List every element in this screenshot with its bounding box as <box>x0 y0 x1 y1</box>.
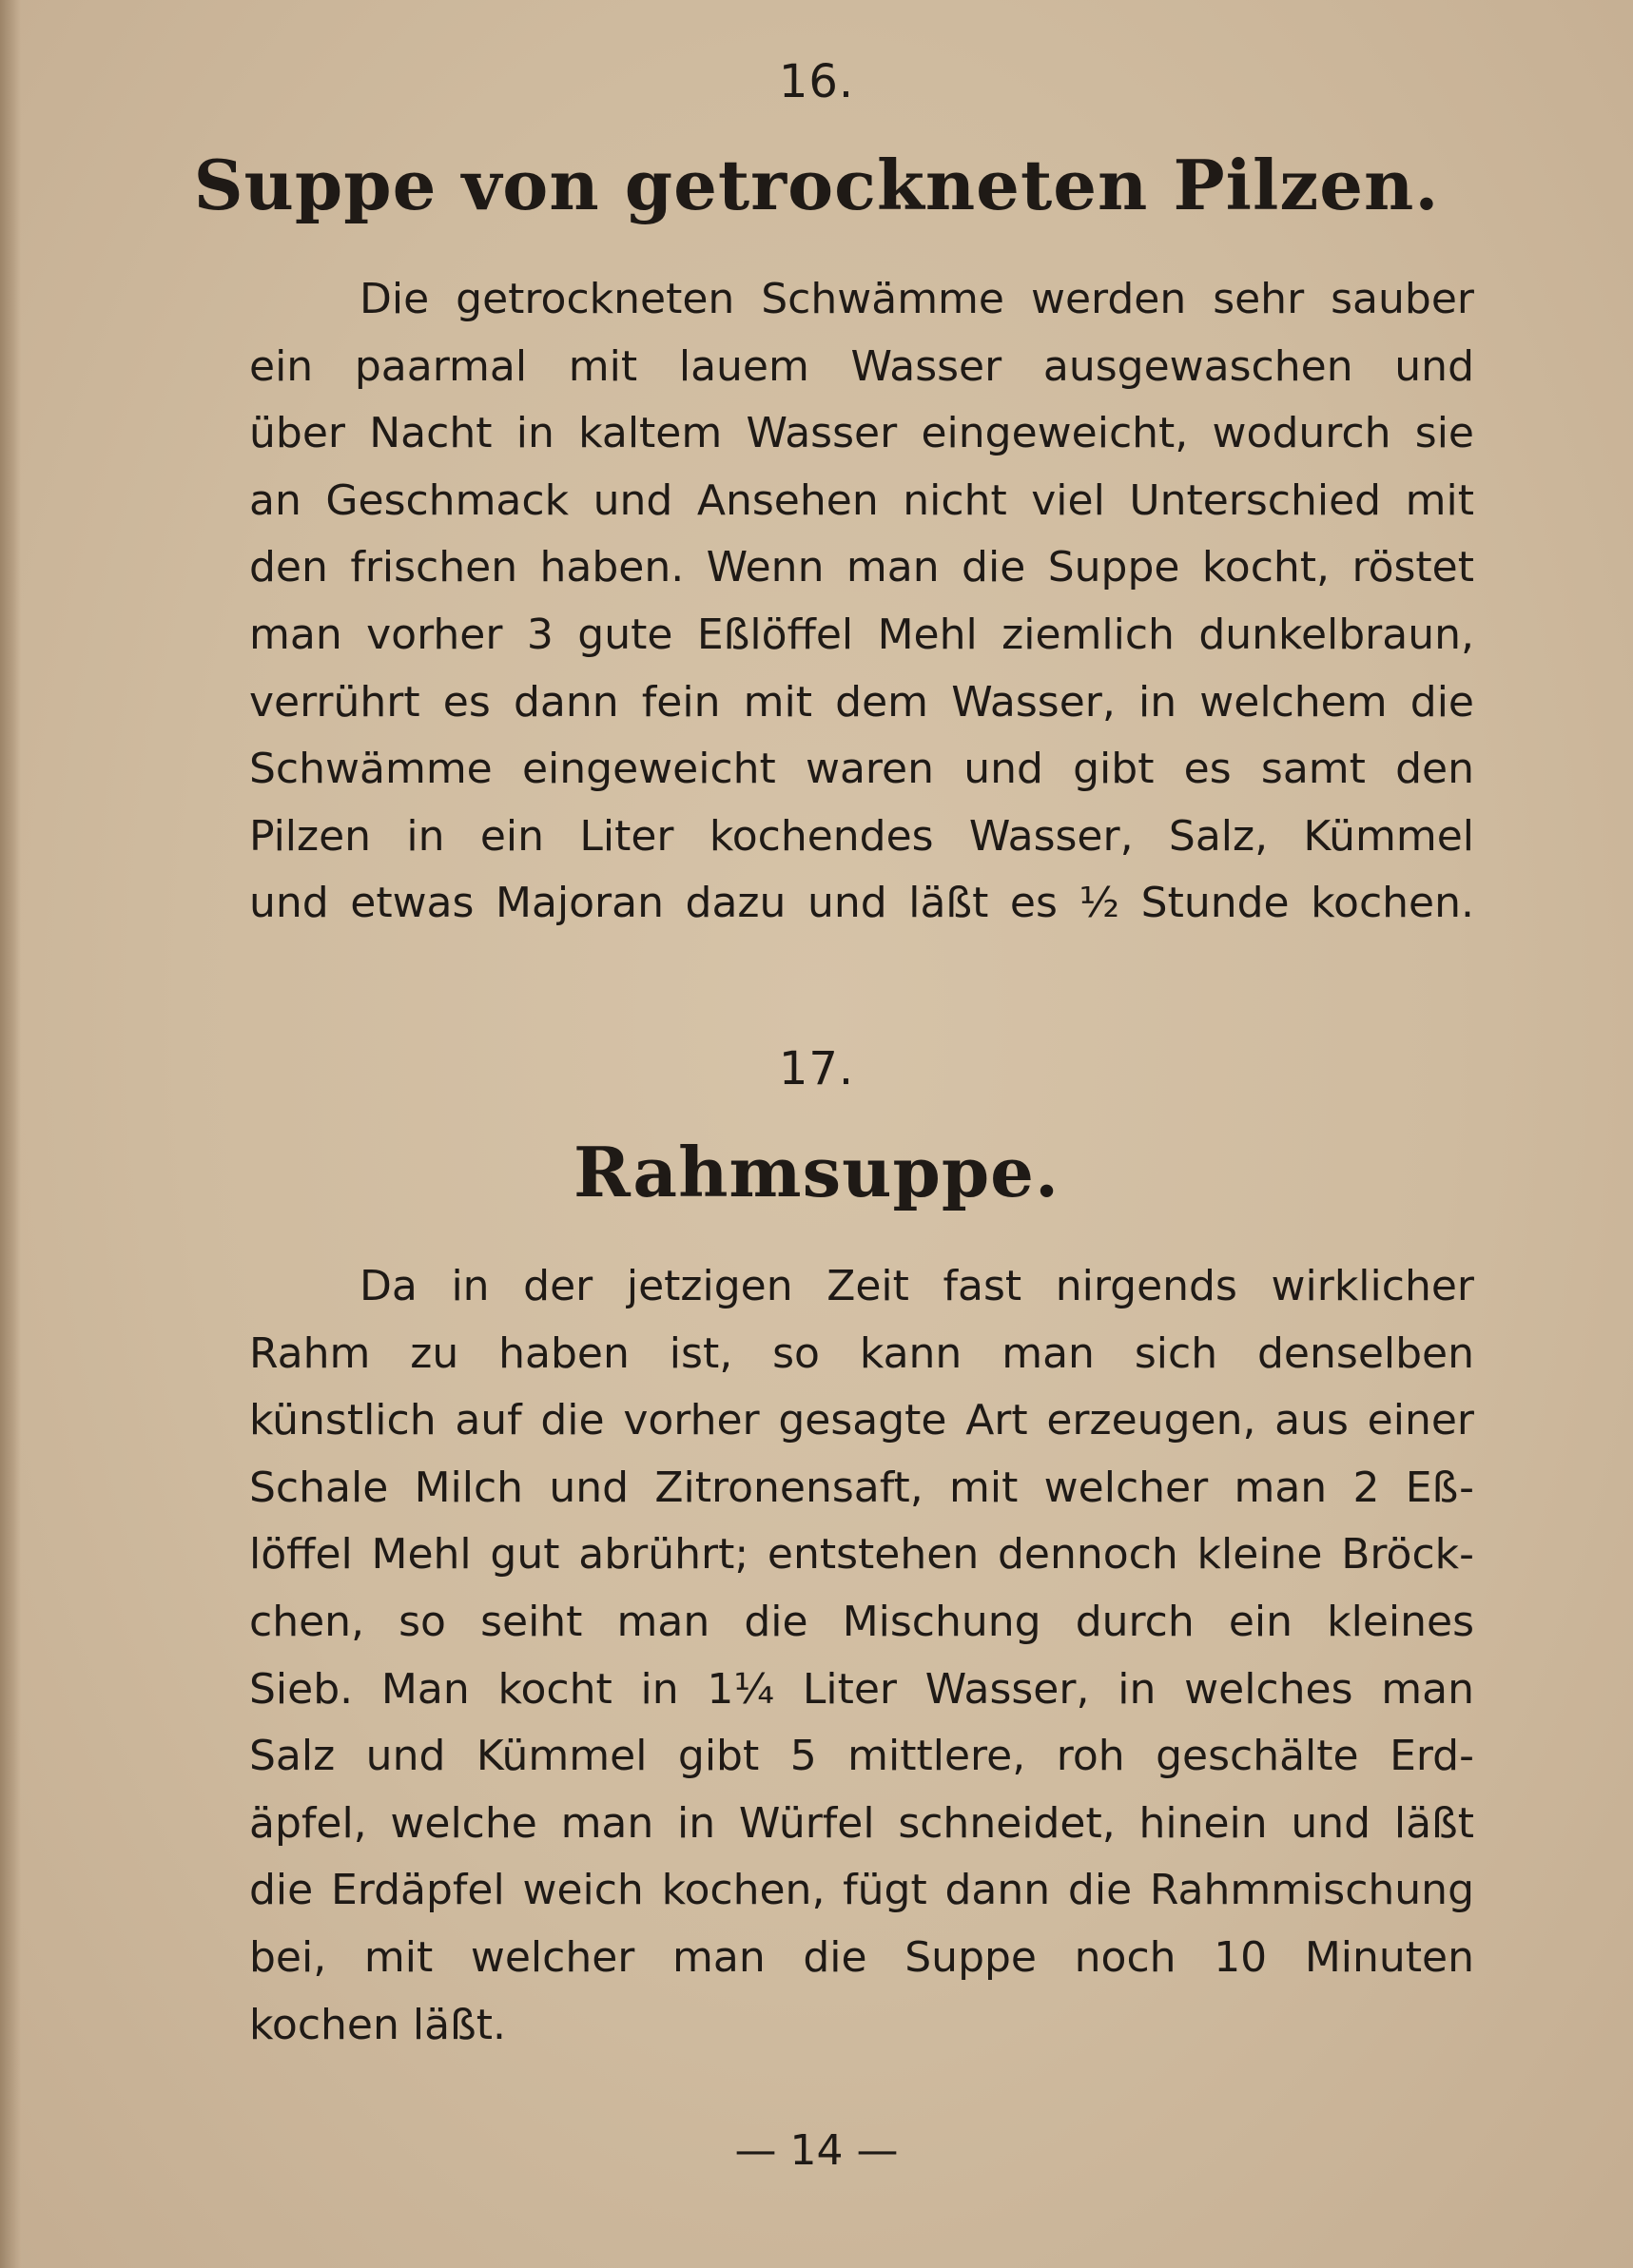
page-number: — 14 — <box>734 2126 899 2175</box>
text-line: über Nacht in kaltem Wasser eingeweicht, wodurch sie <box>249 409 1474 458</box>
text-line: und etwas Majoran dazu und läßt es ½ Stunde kochen. <box>249 879 1474 928</box>
text-line: Pilzen in ein Liter kochendes Wasser, Salz, Kümmel <box>249 811 1474 861</box>
text-line: löffel Mehl gut abrührt; entstehen dennoch kleine Bröck- <box>249 1530 1474 1580</box>
text-line: künstlich auf die vorher gesagte Art erzeugen, aus einer <box>249 1396 1474 1445</box>
recipe-title: Rahmsuppe. <box>573 1132 1060 1212</box>
recipe-title: Suppe von getrockneten Pilzen. <box>193 145 1440 225</box>
text-line: Rahm zu haben ist, so kann man sich denselben <box>249 1328 1474 1378</box>
recipe-number: 16. <box>778 55 855 108</box>
text-line: äpfel, welche man in Würfel schneidet, hinein und läßt <box>249 1798 1474 1848</box>
text-line: verrührt es dann fein mit dem Wasser, in welchem die <box>249 677 1474 727</box>
text-line: bei, mit welcher man die Suppe noch 10 Minuten <box>249 1932 1474 1982</box>
recipe-text <box>249 1253 1474 2059</box>
text-line: Salz und Kümmel gibt 5 mittlere, roh geschälte Erd- <box>249 1732 1474 1781</box>
text-line: Sieb. Man kocht in 1¼ Liter Wasser, in welches man <box>249 1664 1474 1714</box>
recipe-number: 17. <box>778 1042 855 1095</box>
text-line: den frischen haben. Wenn man die Suppe kocht, röstet <box>249 543 1474 592</box>
text-line: chen, so seiht man die Mischung durch ein kleines <box>249 1597 1474 1646</box>
text-line: die Erdäpfel weich kochen, fügt dann die Rahmmischung <box>249 1866 1474 1915</box>
text-line: man vorher 3 gute Eßlöffel Mehl ziemlich dunkelbraun, <box>249 610 1474 659</box>
text-line: Die getrockneten Schwämme werden sehr sauber <box>360 275 1474 323</box>
text-line: Schwämme eingeweicht waren und gibt es samt den <box>249 745 1474 794</box>
text-line: kochen läßt. <box>249 2000 506 2049</box>
text-line: Schale Milch und Zitronensaft, mit welcher man 2 Eß- <box>249 1463 1474 1512</box>
text-line: an Geschmack und Ansehen nicht viel Unterschied mit <box>249 475 1474 525</box>
recipe-text <box>249 266 1474 938</box>
text-line: Da in der jetzigen Zeit fast nirgends wirklicher <box>360 1262 1474 1310</box>
text-line: ein paarmal mit lauem Wasser ausgewaschen und <box>249 341 1474 391</box>
